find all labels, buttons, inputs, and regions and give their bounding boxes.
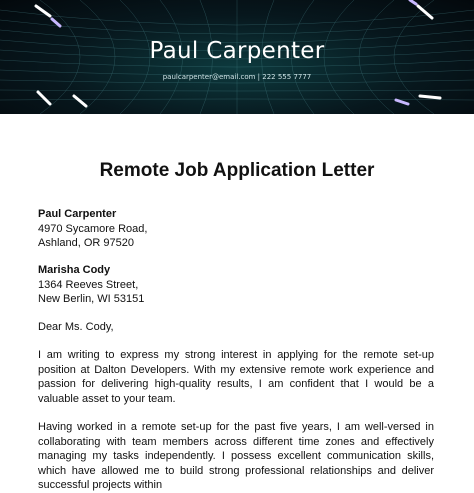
header-contact: paulcarpenter@email.com | 222 555 7777 (162, 73, 312, 81)
recipient-address-line1: 1364 Reeves Street, (38, 278, 139, 291)
recipient-block (38, 263, 144, 307)
header-banner (0, 0, 474, 114)
body-paragraph-1: I am writing to express my strong interest in applying for the remote set-up position at Dalton Developers. With my extensive remote work experience and passion for delivering high-quality results, I am confident that I would be a valuable asset to your team. (38, 349, 434, 405)
recipient-address-line2: New Berlin, WI 53151 (38, 293, 145, 305)
recipient-name: Marisha Cody (38, 264, 111, 276)
sender-name: Paul Carpenter (38, 208, 117, 220)
body-paragraph-2: Having worked in a remote set-up for the past five years, I am well-versed in collaborating with team members across different time zones and effectively managing my tasks independently. I possess excellent communication skills, which have allowed me to build strong professional relationships and deliver successful projects within (38, 421, 434, 491)
sender-block (38, 207, 147, 251)
letter-title: Remote Job Application Letter (99, 160, 375, 181)
salutation: Dear Ms. Cody, (38, 321, 114, 333)
header-name: Paul Carpenter (149, 38, 325, 64)
sender-address-line1: 4970 Sycamore Road, (38, 222, 148, 235)
sender-address-line2: Ashland, OR 97520 (38, 237, 135, 249)
